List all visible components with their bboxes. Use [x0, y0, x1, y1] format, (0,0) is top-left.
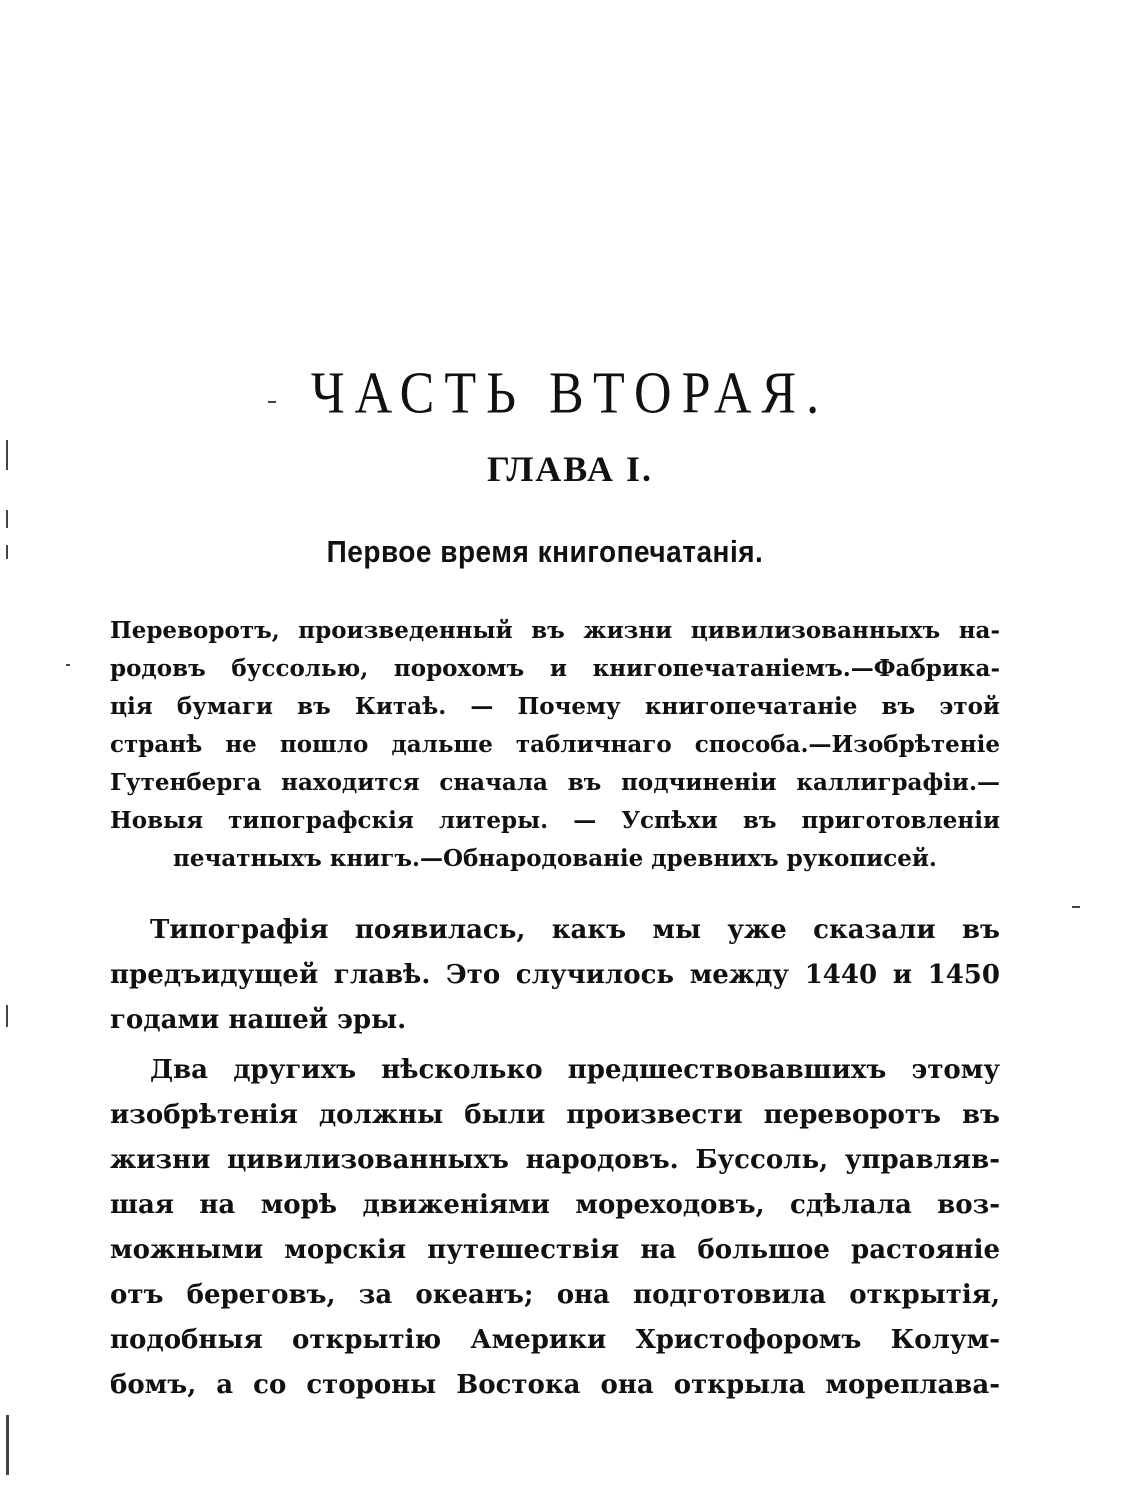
scan-edge-mark — [6, 545, 8, 559]
paragraph-line: Два другихъ нѣсколько предшествовавшихъ этому — [150, 1055, 1000, 1085]
paragraph-1 — [110, 908, 1000, 953]
paragraph-line: можными морскія путешествія на большое растояніе — [110, 1235, 1000, 1265]
summary-line: Гутенберга находится сначала въ подчиненіи каллиграфіи.— — [110, 769, 1000, 796]
paragraph-line: шая на морѣ движеніями мореходовъ, сдѣлала воз- — [110, 1190, 1000, 1220]
scan-dot — [268, 401, 276, 403]
summary-line: родовъ буссолью, порохомъ и книгопечатаніемъ.—Фабрика- — [110, 655, 1000, 682]
scan-edge-mark — [6, 1005, 8, 1027]
body-text — [110, 908, 1000, 1408]
summary-line: ція бумаги въ Китаѣ. — Почему книгопечатаніе въ этой — [110, 693, 1000, 720]
paragraph-line: Типографія появилась, какъ мы уже сказали въ — [150, 915, 1000, 945]
scan-edge-mark — [6, 440, 8, 470]
summary-line: печатныхъ книгъ.—Обнародованіе древнихъ рукописей. — [173, 845, 937, 872]
scan-edge-mark — [6, 1415, 9, 1475]
scan-dot — [66, 664, 70, 666]
scan-edge-mark — [6, 510, 8, 528]
part-title: ЧАСТЬ ВТОРАЯ. — [310, 360, 830, 427]
paragraph-line: жизни цивилизованныхъ народовъ. Буссоль, управляв- — [110, 1145, 1000, 1175]
chapter-title: ГЛАВА I. — [486, 449, 654, 489]
chapter-summary — [110, 612, 1000, 878]
summary-line: Переворотъ, произведенный въ жизни цивилизованныхъ на- — [110, 617, 1000, 644]
chapter-subtitle: Первое время книгопечатанія. — [326, 534, 764, 569]
paragraph-line: изобрѣтенія должны были произвести переворотъ въ — [110, 1100, 1000, 1130]
paragraph-line: предъидущей главѣ. Это случилось между 1440 и 1450 — [110, 960, 1000, 990]
paragraph-line: годами нашей эры. — [110, 1005, 407, 1035]
paragraph-line: подобныя открытію Америки Христофоромъ Колум- — [110, 1325, 1000, 1355]
paragraph-2 — [110, 1048, 1000, 1093]
paragraph-line: бомъ, а со стороны Востока она открыла мореплава- — [110, 1370, 1000, 1400]
summary-line: странѣ не пошло дальше табличнаго способа.—Изобрѣтеніе — [110, 731, 1000, 758]
summary-line: Новыя типографскія литеры. — Успѣхи въ приготовленіи — [110, 807, 1000, 834]
scan-dot — [1072, 906, 1080, 908]
paragraph-line: отъ береговъ, за океанъ; она подготовила открытія, — [110, 1280, 1000, 1310]
